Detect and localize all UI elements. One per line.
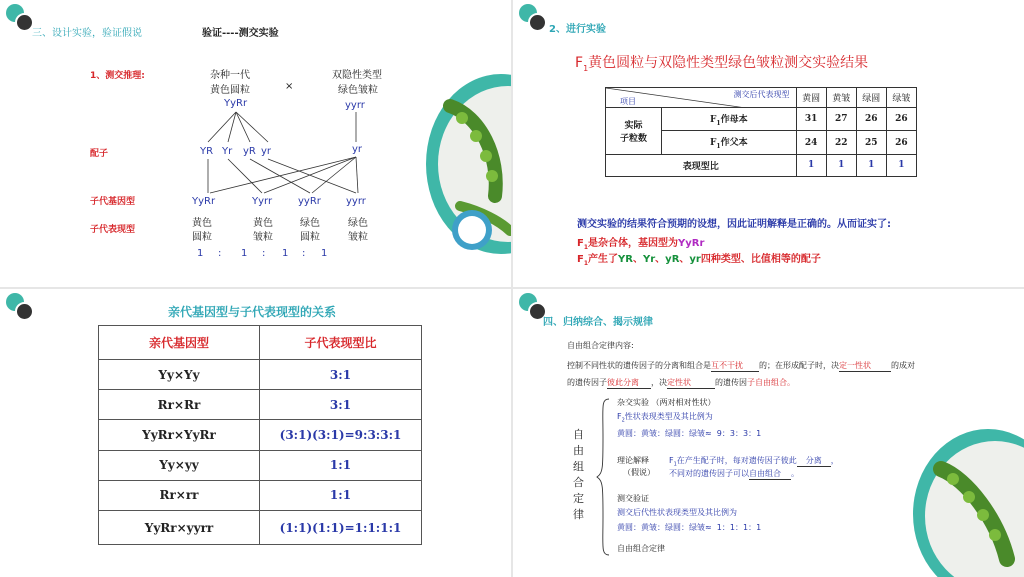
logo-dots-icon: [519, 4, 545, 30]
ratio-label: 表现型比: [606, 154, 797, 176]
offspring-phenotype-label: 子代表现型: [90, 225, 136, 235]
brace-icon: [595, 397, 615, 557]
ratio-4: 1: [321, 248, 328, 259]
law-line-1: 控制不同性状的遗传因子的分离和组合是互不干扰 的；在形成配子时，决定一性状 的成对: [567, 361, 915, 370]
side-title: 自 由 组 合 定 律: [573, 428, 584, 521]
parent1-line2: 黄色圆粒: [210, 85, 250, 96]
col-header-1: 黄圆: [796, 88, 826, 108]
slide4-heading: 四、归纳综合、揭示规律: [543, 317, 653, 328]
relation-table: [98, 325, 422, 545]
row-ratio: (1:1)(1:1)=1:1:1:1: [260, 511, 422, 545]
gamete-2: Yr: [222, 146, 233, 157]
law-label: 自由组合定律: [617, 544, 665, 553]
slide1-heading: 三、设计实验，验证假说: [32, 28, 142, 39]
gamete-1: YR: [200, 146, 214, 157]
parent1-line1: 杂种一代: [210, 70, 250, 81]
cross-experiment: 杂交实验 （两对相对性状）: [617, 398, 716, 407]
offspring-genotype-4: yyrr: [346, 196, 366, 207]
row-genotype: YyRr×YyRr: [99, 420, 260, 450]
ratio-sep-3: :: [302, 248, 306, 259]
slide2-title: $F_1$黄色圆粒与双隐性类型绿色皱粒测交实验结果: [575, 55, 869, 73]
conclusion-text: 测交实验的结果符合预期的设想，因此证明解释是正确的。从而证实了:: [577, 219, 891, 230]
ratio-1: 1: [197, 248, 204, 259]
cross-f2-line: $F_2$性状表现类型及其比例为: [617, 412, 713, 424]
cell: 1: [826, 154, 856, 176]
logo-dots-icon: [6, 293, 32, 319]
gamete-3: yR: [243, 146, 256, 157]
cross-symbol: ×: [285, 81, 294, 92]
parent1-genotype: YyRr: [224, 98, 248, 109]
cross-ratio-line: 黄圆：黄皱：绿圆：绿皱≈ 9：3：3：1: [617, 429, 762, 438]
offspring-genotype-2: Yyrr: [252, 196, 273, 207]
offspring-pheno-4b: 皱粒: [348, 232, 368, 243]
diag-header-cell: [606, 88, 797, 108]
offspring-pheno-1b: 圆粒: [192, 232, 212, 243]
ratio-3: 1: [282, 248, 289, 259]
header-left: 亲代基因型: [99, 326, 260, 360]
offspring-pheno-1a: 黄色: [192, 218, 212, 229]
slide2-heading: 2、进行实验: [549, 24, 606, 35]
ratio-2: 1: [241, 248, 248, 259]
offspring-pheno-2a: 黄色: [253, 218, 273, 229]
gamete-recessive: yr: [352, 144, 363, 155]
conclusion-point-2: $F_1$产生了YR、Yr、yR、yr四种类型、比值相等的配子: [577, 254, 821, 267]
ratio-sep-2: :: [262, 248, 266, 259]
row-genotype: YyRr×yyrr: [99, 511, 260, 545]
cell: 1: [856, 154, 886, 176]
row-genotype: Rr×rr: [99, 480, 260, 510]
parent2-line2: 绿色皱粒: [338, 85, 378, 96]
header-right: 子代表现型比: [260, 326, 422, 360]
theory-line-1: $F_1$在产生配子时，每对遗传因子彼此 分离 ，: [669, 456, 839, 468]
test-label: 测交验证: [617, 494, 649, 503]
parent2-genotype: yyrr: [345, 100, 365, 111]
law-intro: 自由组合定律内容:: [567, 341, 634, 350]
offspring-genotype-1: YyRr: [192, 196, 216, 207]
theory-line-2: 不同对的遗传因子可以自由组合 。: [669, 469, 799, 478]
conclusion-point-1: $F_1$是杂合体，基因型为YyRr: [577, 238, 705, 251]
slide3-title: 亲代基因型与子代表现型的关系: [168, 305, 337, 319]
law-line-2: 的遗传因子彼此分离 ，决定性状 的遗传因子自由组合。: [567, 378, 795, 387]
offspring-genotype-3: yyRr: [298, 196, 321, 207]
col-header-2: 黄皱: [826, 88, 856, 108]
row-genotype: Yy×yy: [99, 450, 260, 480]
cell: 1: [886, 154, 916, 176]
slide-summary-law[interactable]: [513, 289, 1024, 577]
offspring-pheno-4a: 绿色: [348, 218, 368, 229]
offspring-pheno-3a: 绿色: [300, 218, 320, 229]
cross-lines: [0, 0, 511, 287]
row-ratio: 3:1: [260, 390, 422, 420]
diag-top: 测交后代表现型: [733, 90, 790, 99]
offspring-pheno-3b: 圆粒: [300, 232, 320, 243]
offspring-genotype-label: 子代基因型: [90, 197, 136, 207]
cell: 1: [796, 154, 826, 176]
cell: 31: [796, 108, 826, 131]
inference-label: 1、测交推理:: [90, 71, 145, 81]
cell: 27: [826, 108, 856, 131]
gamete-4: yr: [261, 146, 272, 157]
theory-label: 理论解释: [617, 456, 649, 465]
row-ratio: 3:1: [260, 360, 422, 390]
col-header-4: 绿皱: [886, 88, 916, 108]
row-label-father: $F_1$作父本: [662, 131, 797, 154]
cell: 26: [886, 131, 916, 154]
row-ratio: 1:1: [260, 480, 422, 510]
gamete-label: 配子: [90, 149, 109, 159]
cell: 24: [796, 131, 826, 154]
row-ratio: (3:1)(3:1)=9:3:3:1: [260, 420, 422, 450]
test-ratio-line: 黄圆：黄皱：绿圆：绿皱≈ 1：1：1：1: [617, 523, 762, 532]
row-ratio: 1:1: [260, 450, 422, 480]
col-header-3: 绿圆: [856, 88, 886, 108]
results-table: [605, 87, 917, 177]
cell: 22: [826, 131, 856, 154]
slide1-subheading: 验证----测交实验: [202, 28, 279, 39]
slide-test-cross-inference[interactable]: [0, 0, 511, 287]
slide-genotype-phenotype-relation[interactable]: [0, 289, 511, 577]
cell: 26: [886, 108, 916, 131]
diag-bottom: 项目: [620, 97, 636, 107]
row-group-label: 实际 子粒数: [606, 108, 662, 155]
offspring-pheno-2b: 皱粒: [253, 232, 273, 243]
logo-dots-icon: [519, 293, 545, 319]
row-genotype: Yy×Yy: [99, 360, 260, 390]
theory-note: （假说）: [623, 468, 655, 477]
cell: 25: [856, 131, 886, 154]
ratio-sep-1: :: [218, 248, 222, 259]
row-genotype: Rr×Rr: [99, 390, 260, 420]
test-text: 测交后代性状表现类型及其比例为: [617, 508, 737, 517]
row-label-mother: $F_1$作母本: [662, 108, 797, 131]
cell: 26: [856, 108, 886, 131]
parent2-line1: 双隐性类型: [332, 70, 382, 81]
slide-experiment-results[interactable]: [513, 0, 1024, 287]
